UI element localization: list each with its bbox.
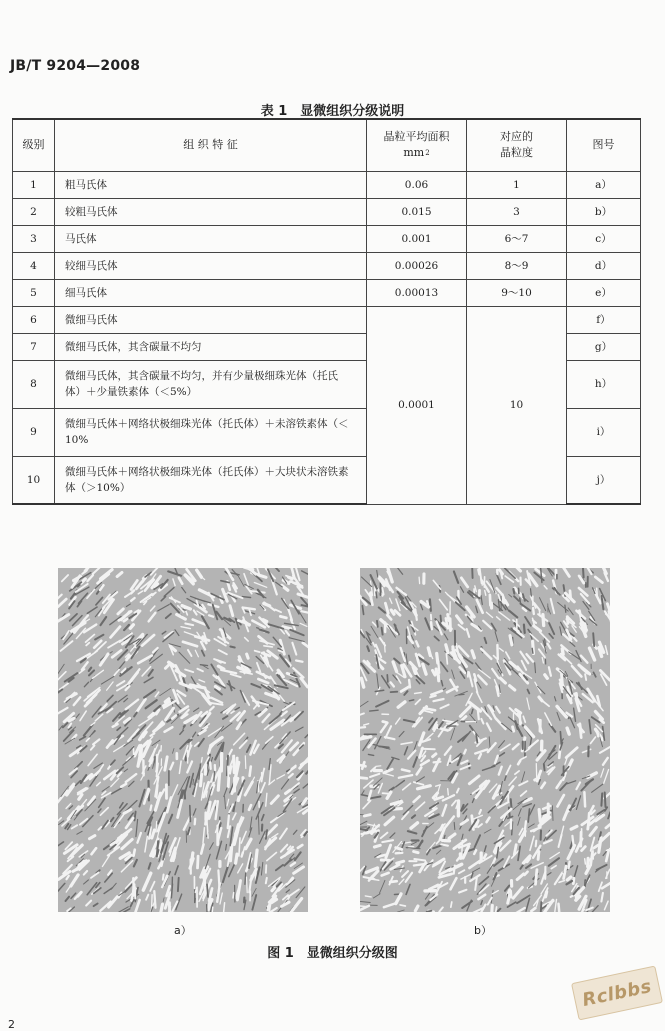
figure-cell: j） [567, 456, 641, 504]
figure-cell: b） [567, 198, 641, 225]
grade-table [12, 118, 641, 505]
figure-title: 图 1 显微组织分级图 [0, 942, 665, 961]
table-row [13, 171, 641, 198]
grain-size-cell: 6～7 [467, 225, 567, 252]
feature-cell: 粗马氏体 [55, 171, 367, 198]
feature-cell: 细马氏体 [55, 279, 367, 306]
figure-cell: a） [567, 171, 641, 198]
grain-size-cell: 9～10 [467, 279, 567, 306]
feature-cell: 微细马氏体，其含碳量不均匀 [55, 333, 367, 360]
header-area-unit-sup: 2 [425, 149, 429, 157]
grade-cell: 1 [13, 171, 55, 198]
header-area-unit: mm [403, 146, 424, 159]
table-header-row [13, 119, 641, 171]
watermark-logo: Rclbbs [571, 965, 663, 1020]
grade-cell: 7 [13, 333, 55, 360]
micrograph-a-texture [58, 568, 308, 912]
figure-cell: e） [567, 279, 641, 306]
table-row [13, 225, 641, 252]
grain-size-cell: 8～9 [467, 252, 567, 279]
micrograph-b-texture [360, 568, 610, 912]
figure-cell: c） [567, 225, 641, 252]
header-feature: 组 织 特 征 [55, 119, 367, 171]
area-cell: 0.00026 [367, 252, 467, 279]
header-grain-size-line2: 晶粒度 [473, 145, 560, 161]
grain-size-cell: 3 [467, 198, 567, 225]
figure-cell: h） [567, 360, 641, 408]
header-grade: 级别 [13, 119, 55, 171]
grade-cell: 8 [13, 360, 55, 408]
grade-cell: 10 [13, 456, 55, 504]
header-grain-size-line1: 对应的 [473, 129, 560, 145]
feature-cell: 微细马氏体 [55, 306, 367, 333]
figure-cell: g） [567, 333, 641, 360]
grade-cell: 6 [13, 306, 55, 333]
feature-cell: 微细马氏体，其含碳量不均匀，并有少量极细珠光体（托氏体）＋少量铁素体（＜5%） [55, 360, 367, 408]
header-area [367, 119, 467, 171]
header-area-label: 晶粒平均面积 [373, 129, 460, 145]
area-cell: 0.015 [367, 198, 467, 225]
feature-cell: 微细马氏体＋网络状极细珠光体（托氏体）＋未溶铁素体（＜10% [55, 408, 367, 456]
feature-cell: 较细马氏体 [55, 252, 367, 279]
grade-cell: 4 [13, 252, 55, 279]
page-number: 2 [8, 1018, 15, 1031]
figure-cell: i） [567, 408, 641, 456]
table-title: 表 1 显微组织分级说明 [0, 100, 665, 119]
caption-b: b） [474, 922, 492, 938]
area-cell: 0.001 [367, 225, 467, 252]
figure-cell: d） [567, 252, 641, 279]
micrograph-a [58, 568, 308, 912]
merged-grain-size-cell: 10 [467, 306, 567, 504]
figure-cell: f） [567, 306, 641, 333]
grade-cell: 5 [13, 279, 55, 306]
grade-cell: 9 [13, 408, 55, 456]
feature-cell: 马氏体 [55, 225, 367, 252]
standard-code: JB/T 9204—2008 [10, 58, 140, 74]
feature-cell: 微细马氏体＋网络状极细珠光体（托氏体）＋大块状未溶铁素体（＞10%） [55, 456, 367, 504]
table-row [13, 279, 641, 306]
area-cell: 0.06 [367, 171, 467, 198]
grade-cell: 3 [13, 225, 55, 252]
table-row [13, 252, 641, 279]
grade-cell: 2 [13, 198, 55, 225]
header-grain-size [467, 119, 567, 171]
feature-cell: 较粗马氏体 [55, 198, 367, 225]
header-figure: 图号 [567, 119, 641, 171]
area-cell: 0.00013 [367, 279, 467, 306]
merged-area-cell: 0.0001 [367, 306, 467, 504]
caption-a: a） [174, 922, 192, 938]
grain-size-cell: 1 [467, 171, 567, 198]
micrograph-b [360, 568, 610, 912]
table-row [13, 198, 641, 225]
table-row [13, 306, 641, 333]
